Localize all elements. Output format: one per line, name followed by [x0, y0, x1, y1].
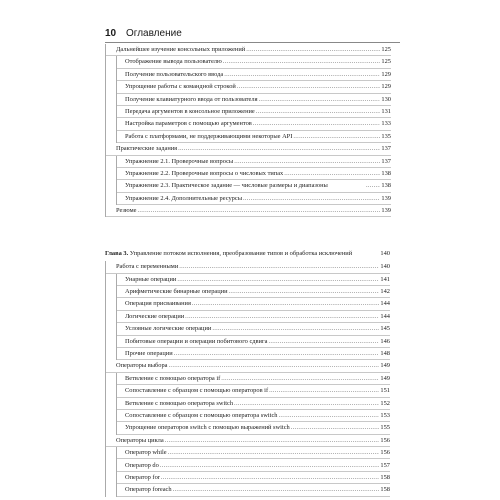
toc-section-exercises[interactable]: Практические задания ..... 137 [106, 143, 391, 155]
toc-item[interactable]: Упражнение 2.2. Проверочные вопросы о числовых типах ..... 138 [117, 168, 391, 180]
toc-item[interactable]: Оператор do ..... 157 [117, 459, 390, 471]
toc-chapter2-continuation [105, 44, 391, 217]
toc-item[interactable]: Работа с платформами, не поддерживающими некоторые API ..... 135 [117, 131, 391, 143]
page-header [105, 28, 400, 43]
toc-item[interactable]: Логические операции ..... 144 [117, 311, 390, 323]
toc-item[interactable]: Настройка параметров с помощью аргументов ..... 133 [117, 118, 391, 130]
toc-subsection-group-loops [116, 447, 390, 497]
toc-item[interactable]: Получение клавиатурного ввода от пользователя ..... 130 [117, 94, 391, 106]
toc-item[interactable]: Упрощение операторов switch с помощью выражений switch ..... 155 [117, 422, 390, 434]
toc-section-summary[interactable]: Резюме ..... 139 [106, 205, 391, 217]
toc-item[interactable]: Оператор for ..... 158 [117, 472, 390, 484]
toc-chapter-title[interactable]: Глава 3. Управление потоком исполнения, преобразование типов и обработка исключений 140 [105, 250, 390, 257]
toc-item[interactable]: Условные логические операции ..... 145 [117, 323, 390, 335]
toc-section-loops[interactable]: Операторы цикла ..... 156 [106, 435, 390, 447]
toc-item[interactable]: Упражнение 2.1. Проверочные вопросы ..... 137 [117, 156, 391, 168]
toc-item[interactable]: Операция присваивания ..... 144 [117, 298, 390, 310]
toc-subsection-group-selection [116, 373, 390, 435]
toc-section-selection[interactable]: Операторы выбора ..... 149 [106, 360, 390, 372]
toc-item[interactable]: Получение пользовательского ввода ..... 129 [117, 69, 391, 81]
toc-item[interactable]: Ветвление с помощью оператора if ..... 149 [117, 373, 390, 385]
toc-item[interactable]: Сопоставление с образцом с помощью операторов if ..... 151 [117, 385, 390, 397]
toc-chapter3-body [105, 261, 390, 496]
toc-subsection-group-console [116, 56, 391, 143]
toc-item[interactable]: Арифметические бинарные операции ..... 142 [117, 286, 390, 298]
toc-chapter3 [105, 248, 390, 497]
running-title: Оглавление [126, 28, 182, 39]
toc-item[interactable]: Отображение вывода пользователю ..... 125 [117, 56, 391, 68]
toc-item[interactable]: Сопоставление с образцом с помощью оператора switch ..... 153 [117, 410, 390, 422]
toc-item[interactable]: Унарные операции ..... 141 [117, 274, 390, 286]
toc-subsection-group-exercises [116, 156, 391, 206]
page-number: 10 [105, 28, 117, 39]
toc-item[interactable]: Оператор while ..... 156 [117, 447, 390, 459]
toc-item[interactable]: Упражнение 2.3. Практическое задание — числовые размеры и диапазоны ..... 138 [117, 180, 391, 192]
toc-section-variables[interactable]: Работа с переменными ..... 140 [106, 261, 390, 273]
toc-item[interactable]: Побитовые операции и операции побитового сдвига ..... 146 [117, 336, 390, 348]
toc-item[interactable]: Передача аргументов в консольное приложение ..... 131 [117, 106, 391, 118]
toc-subsection-group-variables [116, 274, 390, 361]
toc-item[interactable]: Упрощение работы с командной строкой ..... 129 [117, 81, 391, 93]
toc-item[interactable]: Прочие операции ..... 148 [117, 348, 390, 360]
toc-item[interactable]: Ветвление с помощью оператора switch ..... 152 [117, 398, 390, 410]
toc-item[interactable]: Оператор foreach ..... 158 [117, 484, 390, 496]
toc-item[interactable]: Упражнение 2.4. Дополнительные ресурсы ..... 139 [117, 193, 391, 205]
toc-section-console-apps[interactable]: Дальнейшее изучение консольных приложений ..... 125 [106, 44, 391, 56]
